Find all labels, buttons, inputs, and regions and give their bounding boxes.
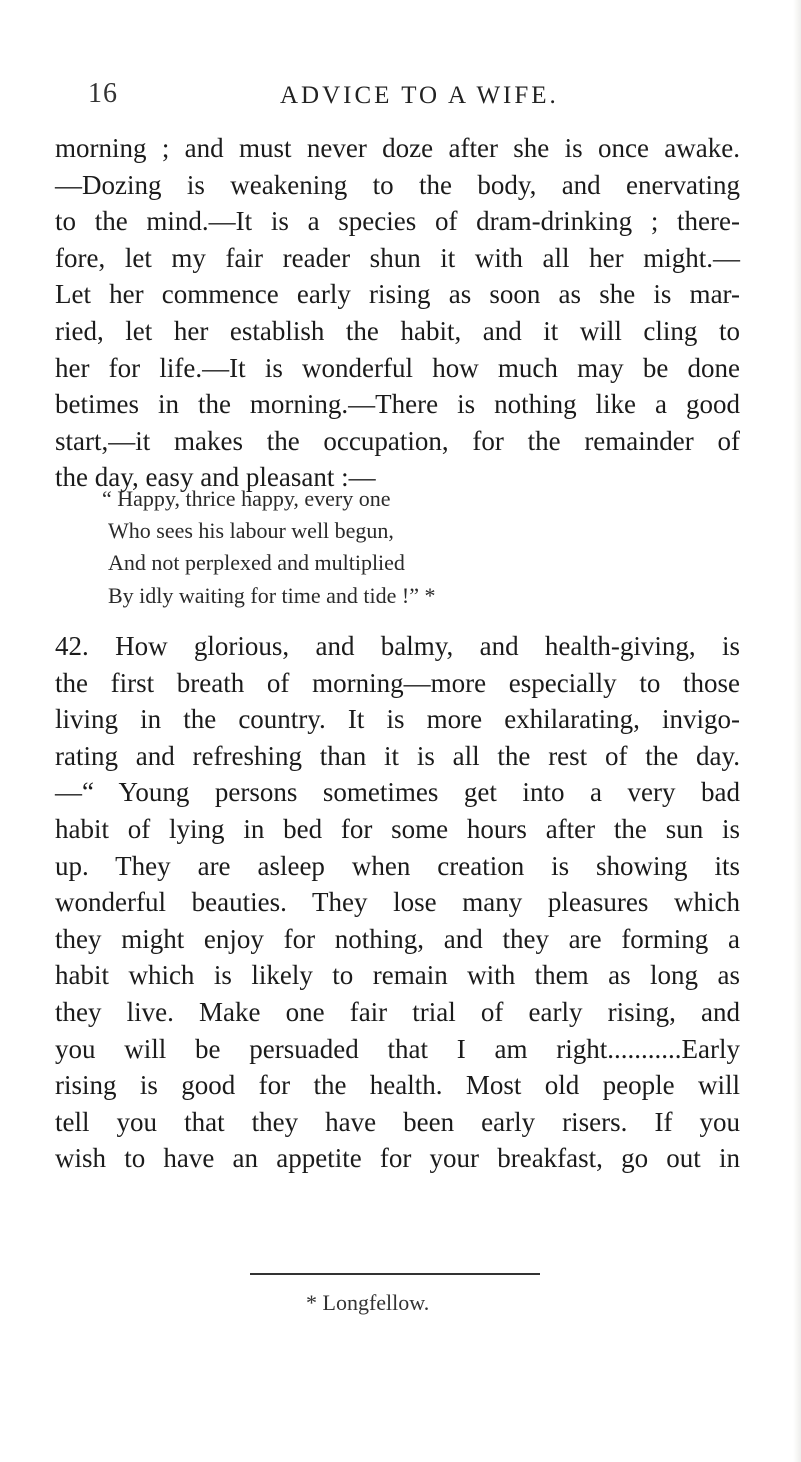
- text-line: the day, easy and pleasant :—: [55, 462, 376, 493]
- text-line: —Dozing is weakening to the body, and enervating: [55, 169, 740, 200]
- text-line: morning ; and must never doze after she is once awake.: [55, 133, 740, 163]
- text-line: habit which is likely to remain with them as long as: [55, 960, 740, 991]
- verse-line: Who sees his labour well begun,: [108, 518, 394, 544]
- text-line: —“ Young persons sometimes get into a very bad: [55, 777, 740, 808]
- text-line: ried, let her establish the habit, and it will cling to: [55, 315, 740, 346]
- page-number: 16: [88, 78, 118, 109]
- text-line: up. They are asleep when creation is showing its: [55, 850, 740, 881]
- text-line: they might enjoy for nothing, and they are forming a: [55, 923, 740, 954]
- text-line: they live. Make one fair trial of early rising, and: [55, 996, 740, 1027]
- verse-line: “ Happy, thrice happy, every one: [102, 486, 391, 511]
- text-line: rising is good for the health. Most old people will: [55, 1070, 740, 1101]
- footnote: * Longfellow.: [306, 1290, 430, 1315]
- text-line: Let her commence early rising as soon as she is mar-: [55, 279, 740, 310]
- paragraph-42: [55, 628, 740, 1177]
- text-line: fore, let my fair reader shun it with all her might.—: [55, 242, 740, 273]
- verse-line: And not perplexed and multiplied: [108, 550, 405, 576]
- page-edge-shadow: [793, 0, 801, 1462]
- text-line: to the mind.—It is a species of dram-drinking ; there-: [55, 206, 740, 237]
- text-line: wonderful beauties. They lose many pleasures which: [55, 887, 740, 918]
- footnote-divider: [250, 1273, 540, 1275]
- text-line: you will be persuaded that I am right...........Early: [55, 1033, 740, 1064]
- text-line: rating and refreshing than it is all the rest of the day.: [55, 740, 740, 771]
- text-line: her for life.—It is wonderful how much may be done: [55, 352, 740, 383]
- text-line: betimes in the morning.—There is nothing like a good: [55, 389, 740, 420]
- text-line: wish to have an appetite for your breakfast, go out in: [55, 1143, 740, 1174]
- text-line: the first breath of morning—more especially to those: [55, 667, 740, 698]
- text-line: living in the country. It is more exhilarating, invigo-: [55, 704, 740, 735]
- running-head: ADVICE TO A WIFE.: [280, 82, 559, 109]
- text-line: 42. How glorious, and balmy, and health-giving, is: [55, 631, 740, 661]
- text-line: start,—it makes the occupation, for the remainder of: [55, 425, 740, 456]
- paragraph-body-top: [55, 130, 740, 496]
- verse-line: By idly waiting for time and tide !” *: [108, 582, 436, 608]
- text-line: habit of lying in bed for some hours after the sun is: [55, 813, 740, 844]
- text-line: tell you that they have been early risers. If you: [55, 1106, 740, 1137]
- verse-quotation: [102, 483, 622, 612]
